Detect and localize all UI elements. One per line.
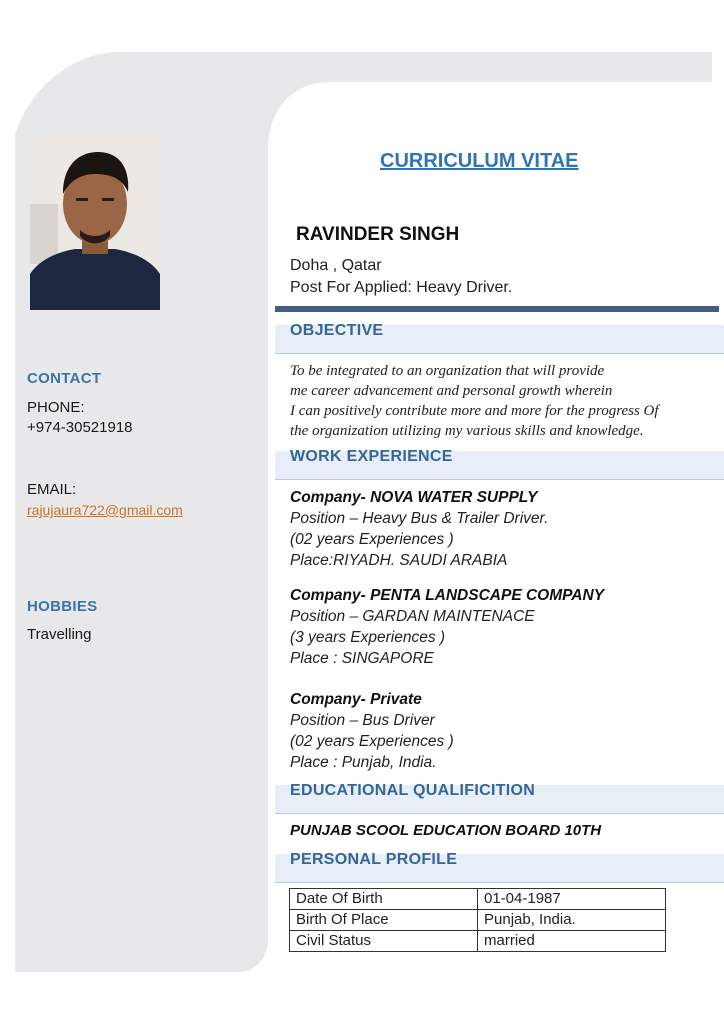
job-company: Company- Private	[290, 691, 422, 708]
job-place: Place:RIYADH. SAUDI ARABIA	[290, 552, 508, 569]
job-entry	[290, 487, 548, 571]
objective-line: me career advancement and personal growth wherein	[290, 383, 613, 399]
profile-key: Birth Of Place	[290, 910, 478, 931]
job-duration: (02 years Experiences )	[290, 531, 454, 548]
contact-heading: CONTACT	[27, 370, 102, 387]
profile-key: Civil Status	[290, 931, 478, 952]
objective-text	[290, 361, 722, 441]
job-entry	[290, 585, 604, 669]
location: Doha , Qatar	[290, 257, 382, 274]
objective-line: the organization utilizing my various skills and knowledge.	[290, 423, 644, 439]
job-entry	[290, 689, 454, 773]
job-company: Company- NOVA WATER SUPPLY	[290, 489, 538, 506]
person-avatar-icon	[30, 134, 160, 310]
profile-heading: PERSONAL PROFILE	[290, 851, 458, 868]
hobbies-value: Travelling	[27, 626, 92, 643]
hobbies-heading: HOBBIES	[27, 598, 98, 615]
objective-line: To be integrated to an organization that will provide	[290, 363, 605, 379]
job-place: Place : Punjab, India.	[290, 754, 437, 771]
job-position: Position – Heavy Bus & Trailer Driver.	[290, 510, 549, 527]
document-title: CURRICULUM VITAE	[380, 150, 579, 172]
table-row	[290, 910, 666, 931]
job-duration: (02 years Experiences )	[290, 733, 454, 750]
job-position: Position – GARDAN MAINTENACE	[290, 608, 535, 625]
table-row	[290, 889, 666, 910]
experience-heading: WORK EXPERIENCE	[290, 448, 453, 465]
job-company: Company- PENTA LANDSCAPE COMPANY	[290, 587, 605, 604]
objective-heading: OBJECTIVE	[290, 322, 384, 339]
profile-value: 01-04-1987	[478, 889, 666, 910]
profile-photo	[30, 134, 160, 310]
phone-label: PHONE:	[27, 399, 85, 416]
header-divider	[275, 306, 719, 312]
education-entry: PUNJAB SCOOL EDUCATION BOARD 10TH	[290, 822, 602, 839]
profile-value: married	[478, 931, 666, 952]
phone-value: +974-30521918	[27, 419, 133, 436]
job-place: Place : SINGAPORE	[290, 650, 434, 667]
profile-key: Date Of Birth	[290, 889, 478, 910]
table-row	[290, 931, 666, 952]
candidate-name: RAVINDER SINGH	[296, 224, 460, 245]
email-link[interactable]: rajujaura722@gmail.com	[27, 502, 183, 518]
profile-value: Punjab, India.	[478, 910, 666, 931]
email-label: EMAIL:	[27, 481, 77, 498]
profile-table	[289, 888, 666, 952]
post-applied: Post For Applied: Heavy Driver.	[290, 279, 513, 296]
job-duration: (3 years Experiences )	[290, 629, 446, 646]
objective-line: I can positively contribute more and more for the progress Of	[290, 403, 659, 419]
education-heading: EDUCATIONAL QUALIFICITION	[290, 782, 536, 799]
job-position: Position – Bus Driver	[290, 712, 435, 729]
